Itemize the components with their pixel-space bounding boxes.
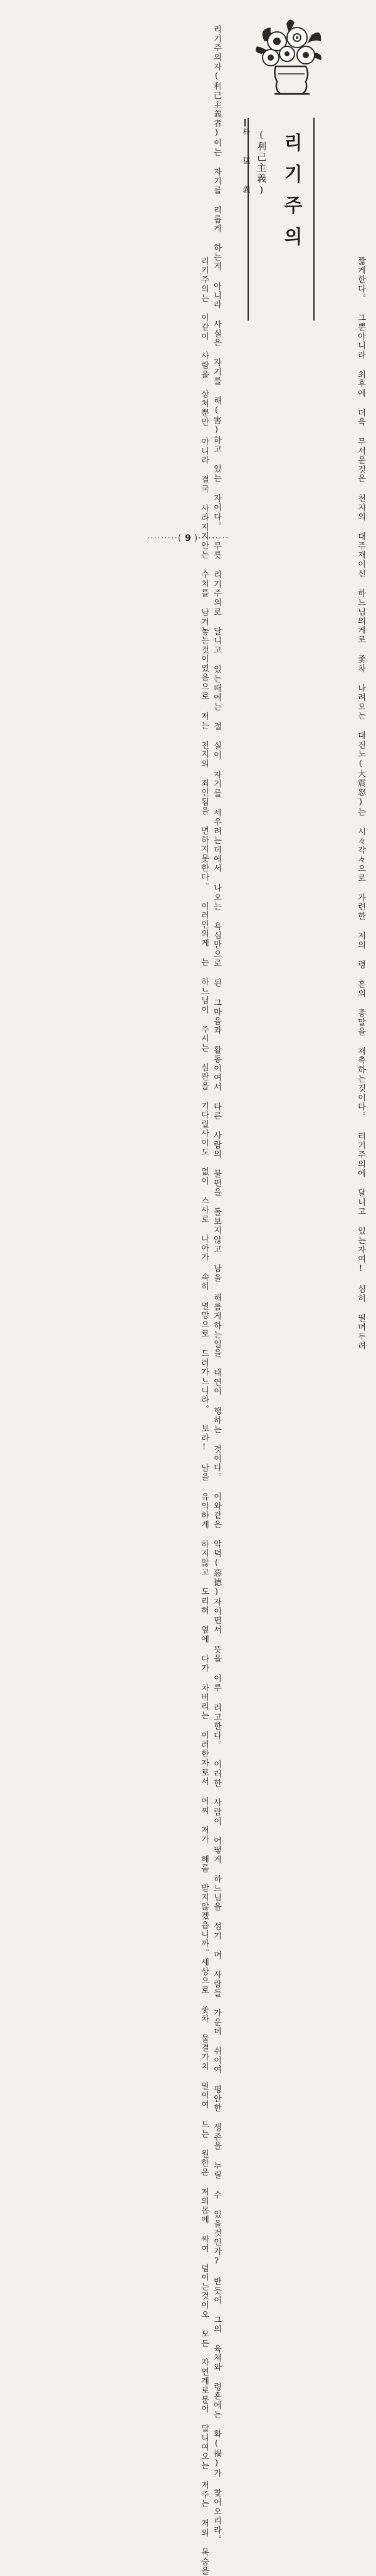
text-line: 돌보지않고 남을 해롭게하는일을 태연이 행하는 [212,1208,221,1435]
text-line: 자연계로붙어 달니여오는 저주는 저의 목숨을 [199,2358,209,2576]
text-line: 저는 천지의 죄인됨을 면하지못한다。 이러인의게 [199,711,209,948]
article-author: 朴 猛 義 [242,128,251,199]
text-line: 자이다。 무릇 리기주의로 달니고 있는때에는 절 [212,493,221,731]
body-text-lower-left [18,257,213,2576]
text-line: 다가 차버리는 이러한자로서 어찌 저가 해를 [199,1655,209,1874]
text-line: 천지의 대주재이신 하느님의게로 좇차 나려오는 [356,494,365,721]
text-line: 수 있을것인가? 반듯이 그의 육체와 령혼에는 [212,2190,221,2419]
text-line: 려고한다。 이러한 사람이 어떻게 하느님을 섬기 [212,1703,221,1941]
text-line: 화(禍)가 찾어오리라。 [212,2430,221,2545]
text-line: 결국 사라지지안는 수치를 남겨놓는것이였음으로 [199,475,209,702]
page-number-footer [0,533,376,543]
text-line: 리기주의는 이같이 사람을 상처뿐만 아니라 [199,257,209,465]
footer-dots-left: ·········( [147,533,182,543]
text-line: 보라! 남을 유익하게 하지않고 도리혀 옆에 [199,1424,209,1645]
flower-vase-illustration [252,16,327,98]
author-dash [244,119,246,126]
text-line: 대진노(大震怒)는 시々각々으로 가련한 저의 령 [356,731,365,970]
footer-dots-right: )········· [194,533,229,543]
text-line: 혼의 종말을 재촉하는것이다。 [356,980,365,1122]
article-title-hanja: (利己主義) [256,129,267,197]
text-line: 실이 자기를 세우려는데에서 나오는 욕심만으로 [212,741,221,968]
body-text-lower-right [269,257,370,1351]
text-line: 는 하느님이 주시는 심판을 기다릴사이도 없이 [199,958,209,1186]
text-line: 리기주의에 달니고 있는자여! 심히 떨며두려 [356,1131,365,1351]
text-line: 드는 원한은 저의몸에 싸여 덤이는것이오 모든 [199,2120,209,2348]
text-line: 받지않겠읍니까。세상으로 좇차 물결가치 밀이여 [199,1884,209,2110]
text-line: 스사로 나아가 속히 멸망으로 드러가느니라。 [199,1196,209,1414]
text-line: 하는게 아니라 사실은 자기를 해(害)하고 있는 [212,244,221,484]
article-title: 리기주의 [280,133,302,258]
text-line: 리기주의자(利己主義者)이는 자기를 리롭게 [212,25,221,233]
text-line: 것이다。 이와같은 악덕(惡德)자이면서 뜻을 이루 [212,1445,221,1693]
text-line: 짧게한다。 그뿐아니라 최후에 더욱 무서운것은 [356,257,365,484]
text-line: 된 그마음과 활동이여서 다른 사람의 불편을 [212,978,221,1198]
text-line: 며 사람들 가운데 쉬이여 평안한 생존을 누릴 [212,1951,221,2180]
page-number: 9 [185,533,191,543]
